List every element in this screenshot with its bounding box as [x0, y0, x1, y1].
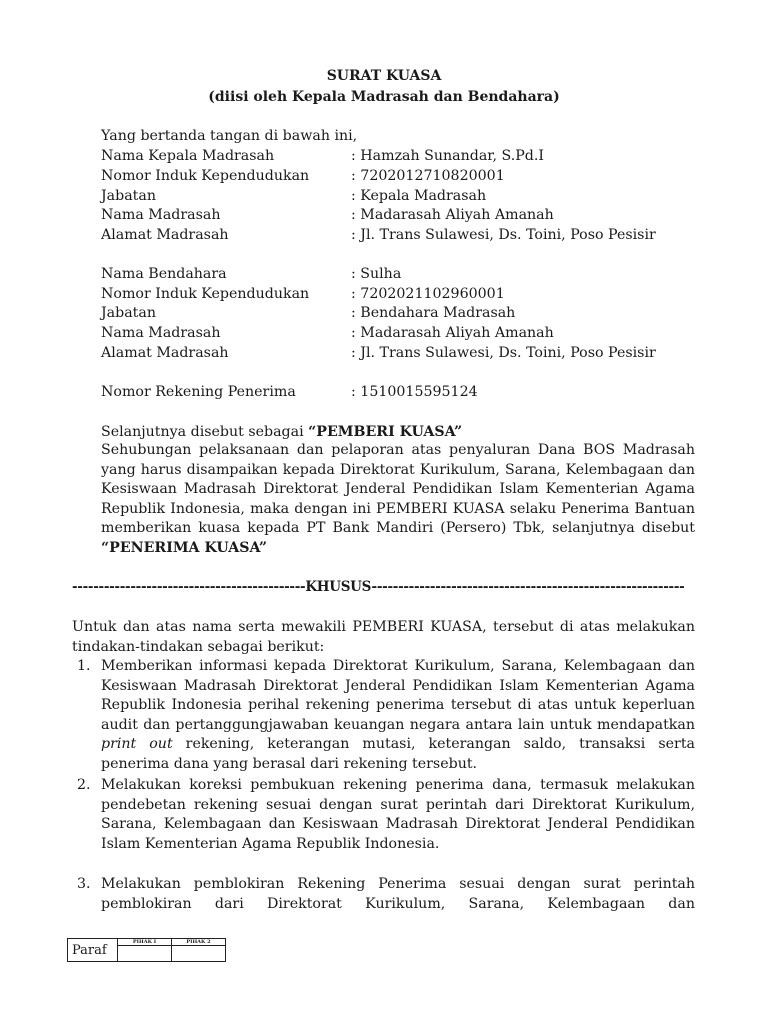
field-value: : Jl. Trans Sulawesi, Ds. Toini, Poso Pesisir [351, 227, 656, 243]
item-italic: print out [101, 736, 173, 753]
list-number: 2. [77, 777, 91, 793]
list-number: 1. [77, 658, 91, 674]
list-item [101, 657, 695, 775]
field-value: : 7202012710820001 [351, 168, 505, 184]
field-label: Nama Kepala Madrasah [101, 148, 275, 164]
item-text: Memberikan informasi kepada Direktorat Kurikulum, Sarana, Kelembagaan dan Kesiswaan Madrasah Direktorat Jenderal Pendidikan Islam Kementerian Agama Republik Indonesia perihal rekening penerima tersebut di atas untuk keperluan audit dan pertanggungjawaban keuangan negara antara lain untuk mendapatkan [101, 658, 695, 733]
pemberi-kuasa-line [101, 422, 462, 442]
field-label: Nomor Induk Kependudukan [101, 286, 310, 302]
list-item: Melakukan koreksi pembukuan rekening penerima dana, termasuk melakukan pendebetan rekening sesuai dengan surat perintah dari Direktorat Kurikulum, Sarana, Kelembagaan dan Kesiswaan Madrasah Direktorat Jenderal Pendidikan Islam Kementerian Agama Republik Indonesia. [101, 777, 695, 852]
list-number: 3. [77, 876, 91, 892]
paraf-table [67, 938, 226, 962]
field-value: : Hamzah Sunandar, S.Pd.I [351, 148, 544, 164]
field-label: Nama Madrasah [101, 325, 221, 341]
field-label: Jabatan [101, 305, 156, 321]
field-value: : Sulha [351, 266, 402, 282]
paraf-label: Paraf [68, 939, 118, 962]
field-label: Nama Bendahara [101, 266, 227, 282]
field-value: : Madarasah Aliyah Amanah [351, 207, 554, 223]
item-text: rekening, keterangan mutasi, keterangan saldo, transaksi serta penerima dana yang berasal dari rekening tersebut. [101, 736, 695, 772]
field-value: : Jl. Trans Sulawesi, Ds. Toini, Poso Pesisir [351, 345, 656, 361]
untuk-paragraph: Untuk dan atas nama serta mewakili PEMBERI KUASA, tersebut di atas melakukan tindakan-tindakan sebagai berikut: [72, 619, 695, 655]
field-label: Alamat Madrasah [101, 227, 229, 243]
penerima-term: “PENERIMA KUASA” [101, 539, 268, 556]
khusus-separator: --------------------------------------------KHUSUS----------------------------------------------------------- [72, 579, 685, 595]
pihak-2-header: PIHAK 2 [172, 939, 226, 946]
field-value: : Bendahara Madrasah [351, 305, 516, 321]
pihak-1-header: PIHAK I [118, 939, 172, 946]
sehubungan-paragraph [101, 441, 695, 559]
list-item: Melakukan pemblokiran Rekening Penerima sesuai dengan surat perintah pemblokiran dari Direktorat Kurikulum, Sarana, Kelembagaan dan [101, 876, 695, 912]
pemberi-term: “PEMBERI KUASA” [308, 424, 463, 440]
field-label: Jabatan [101, 188, 156, 204]
pemberi-prefix: Selanjutnya disebut sebagai [101, 424, 309, 440]
sehubungan-text: Sehubungan pelaksanaan dan pelaporan atas penyaluran Dana BOS Madrasah yang harus disampaikan kepada Direktorat Kurikulum, Sarana, Kelembagaan dan Kesiswaan Madrasah Direktorat Jenderal Pendidikan Islam Kementerian Agama Republik Indonesia, maka dengan ini PEMBERI KUASA selaku Penerima Bantuan memberikan kuasa kepada PT Bank Mandiri (Persero) Tbk, selanjutnya disebut [101, 442, 695, 537]
field-value: : 7202021102960001 [351, 286, 505, 302]
field-value: : 1510015595124 [351, 384, 478, 400]
document-subtitle: (diisi oleh Kepala Madrasah dan Bendahara) [208, 89, 560, 105]
field-value: : Kepala Madrasah [351, 188, 487, 204]
field-value: : Madarasah Aliyah Amanah [351, 325, 554, 341]
document-title: SURAT KUASA [326, 68, 442, 84]
field-label: Nomor Rekening Penerima [101, 384, 296, 400]
field-label: Nama Madrasah [101, 207, 221, 223]
pihak-2-sign-cell[interactable] [172, 946, 226, 962]
intro-text: Yang bertanda tangan di bawah ini, [101, 128, 358, 144]
field-label: Nomor Induk Kependudukan [101, 168, 310, 184]
pihak-1-sign-cell[interactable] [118, 946, 172, 962]
field-label: Alamat Madrasah [101, 345, 229, 361]
